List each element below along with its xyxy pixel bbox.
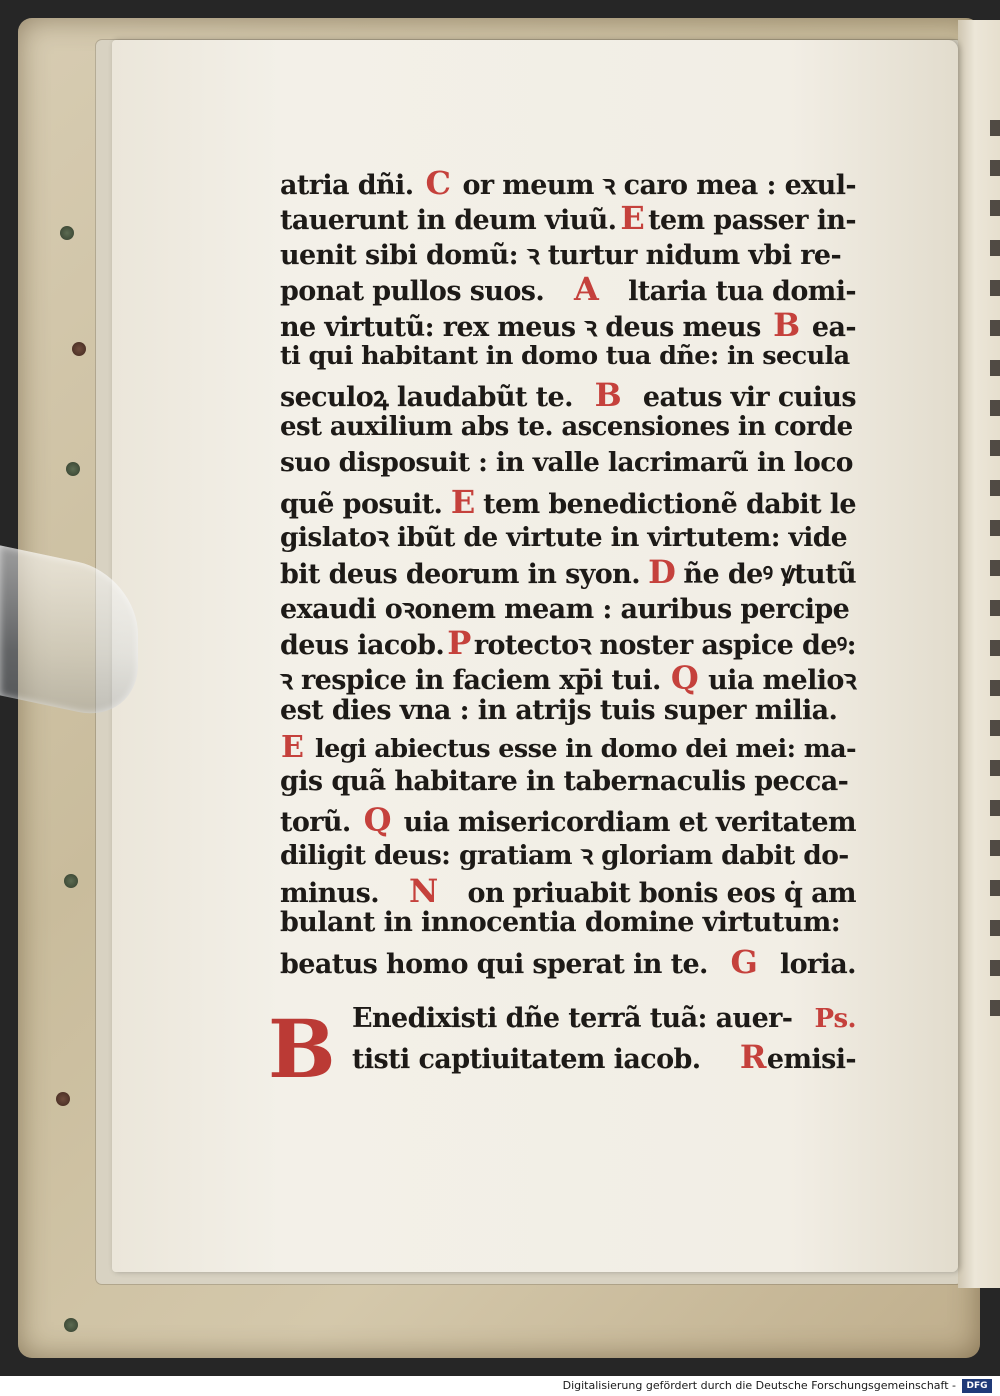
binding-stud xyxy=(72,342,86,356)
facing-page-text-fragments xyxy=(990,120,1000,1020)
binding-stud xyxy=(56,1092,70,1106)
text-line xyxy=(280,270,856,309)
rubric-initial: N xyxy=(408,871,438,910)
text-segment: uenit sibi domũ: ꝛ turtur nidum vbi re- xyxy=(280,239,842,271)
text-segment: suo disposuit : in valle lacrimarũ in loco xyxy=(280,447,853,479)
text-line xyxy=(280,305,856,344)
text-line xyxy=(280,659,856,698)
text-segment: seculoꝝ laudabũt te. xyxy=(280,382,573,414)
text-segment: eatus vir cuius xyxy=(642,382,856,414)
text-line xyxy=(280,942,856,981)
text-segment: est dies vna : in atrijs tuis super milia. xyxy=(280,694,838,726)
text-line xyxy=(280,235,856,270)
footer-bar xyxy=(0,1376,1000,1396)
text-segment: loria. xyxy=(779,948,856,980)
rubric-initial: E xyxy=(450,482,475,521)
text-segment: ꝛ respice in faciem xp̄i tui. xyxy=(280,665,661,697)
text-segment: tisti captiuitatem iacob. xyxy=(352,1044,701,1076)
text-segment: gis quã habitare in tabernaculis pecca- xyxy=(280,765,849,797)
text-segment: rotectoꝛ noster aspice deꝰ: xyxy=(473,630,856,662)
text-segment: quẽ posuit. xyxy=(280,488,443,520)
binding-stud xyxy=(64,874,78,888)
rubric-initial: C xyxy=(425,164,451,202)
rubric-initial: P xyxy=(447,624,471,663)
text-segment: deus iacob. xyxy=(280,630,445,662)
text-segment: tauerunt in deum viuũ. xyxy=(280,205,617,237)
text-line xyxy=(280,624,856,663)
text-segment: torũ. xyxy=(280,807,351,839)
rubric-initial: G xyxy=(730,942,758,981)
text-line xyxy=(280,518,856,553)
text-segment: tem passer in- xyxy=(648,205,856,237)
text-line xyxy=(280,447,856,482)
rubric-initial: B xyxy=(773,305,800,344)
text-segment: ti qui habitant in domo tua dñe: in secula xyxy=(280,340,850,371)
text-segment: beatus homo qui sperat in te. xyxy=(280,948,708,980)
text-segment: gislatoꝛ ibũt de virtute in virtutem: vide xyxy=(280,521,847,553)
rubric-initial: D xyxy=(648,553,676,592)
text-segment: ea- xyxy=(811,311,856,343)
rubric-initial: R xyxy=(739,1038,766,1077)
text-segment: atria dñi. xyxy=(280,170,414,201)
rubric-initial: E xyxy=(281,730,304,766)
binding-stud xyxy=(60,226,74,240)
text-line xyxy=(280,376,856,415)
text-line xyxy=(352,1003,856,1038)
text-line xyxy=(280,589,856,624)
psalm-incipit xyxy=(268,1002,858,1096)
text-line xyxy=(280,553,856,592)
text-segment: ñe deꝰ ꝟtutũ xyxy=(683,559,856,591)
rubric-initial: B xyxy=(594,376,622,415)
text-segment: legi abiectus esse in domo dei mei: ma- xyxy=(315,734,856,765)
binding-stud xyxy=(64,1318,78,1332)
text-segment: tem benedictionẽ dabit le xyxy=(483,488,856,520)
text-line xyxy=(280,801,856,840)
text-segment: uia melioꝛ xyxy=(708,665,856,697)
text-segment: exaudi oꝛonem meam : auribus percipe xyxy=(280,593,850,625)
text-segment: or meum ꝛ caro mea : exul- xyxy=(462,170,856,201)
text-line xyxy=(280,766,856,801)
text-segment: ne virtutũ: rex meus ꝛ deus meus xyxy=(280,311,761,343)
decorated-initial: B xyxy=(268,1002,336,1096)
text-line xyxy=(280,907,856,942)
text-line xyxy=(280,199,856,238)
text-line xyxy=(280,164,856,202)
text-segment: uia misericordiam et veritatem xyxy=(403,807,856,839)
text-line xyxy=(280,695,856,730)
text-block xyxy=(280,164,856,981)
text-segment: ponat pullos suos. xyxy=(280,276,545,308)
text-line xyxy=(280,412,856,447)
text-segment: bit deus deorum in syon. xyxy=(280,559,641,591)
text-line xyxy=(280,730,856,765)
text-segment: minus. xyxy=(280,877,380,909)
text-segment: est auxilium abs te. ascensiones in corde xyxy=(280,411,853,442)
rubric-initial: A xyxy=(574,270,599,309)
rubric-initial: Q xyxy=(363,801,391,840)
text-segment: ltaria tua domi- xyxy=(628,276,856,308)
psalm-rubric: Ps. xyxy=(814,1004,856,1034)
binding-stud xyxy=(66,462,80,476)
text-segment: Enedixisti dñe terrã tuã: auer- xyxy=(352,1003,793,1034)
text-segment: on priuabit bonis eos q̇ am xyxy=(467,877,856,909)
text-line xyxy=(280,871,856,910)
rubric-initial: Q xyxy=(670,659,699,698)
text-segment: diligit deus: gratiam ꝛ gloriam dabit do- xyxy=(280,840,849,872)
rubric-initial: E xyxy=(620,199,645,238)
funding-notice: Digitalisierung gefördert durch die Deutsche Forschungsgemeinschaft - xyxy=(562,1379,956,1392)
text-segment: bulant in innocentia domine virtutum: xyxy=(280,907,841,939)
text-line xyxy=(352,1038,856,1077)
dfg-logo: DFG xyxy=(962,1379,992,1393)
text-segment: emisi- xyxy=(766,1044,856,1076)
text-line xyxy=(280,836,856,871)
text-line xyxy=(280,341,856,376)
text-line xyxy=(280,482,856,521)
